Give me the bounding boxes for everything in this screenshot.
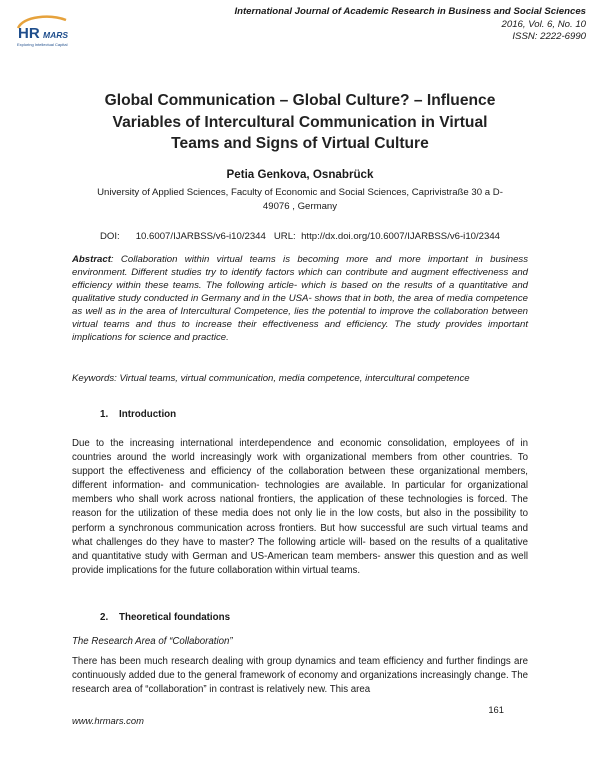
theoretical-foundations-body: There has been much research dealing with group dynamics and team efficiency and further findings are continuously added due to the general framework of economy and organizations increasingly change. The research area of “collaboration” in contrast is relatively new. This area [72, 656, 528, 696]
doi-line [0, 231, 600, 242]
logo-brand-sub: MARS [43, 30, 69, 40]
title-line: Global Communication – Global Culture? – Influence [104, 92, 496, 109]
section-number: 1. [100, 409, 109, 420]
logo-tagline: Exploring Intellectual Capital [17, 42, 68, 47]
section-number: 2. [100, 612, 109, 623]
section-title: Introduction [119, 409, 177, 420]
affiliation [70, 186, 530, 214]
doi-label: DOI: [99, 231, 120, 242]
volume-info: 2016, Vol. 6, No. 10 [501, 18, 586, 30]
journal-name: International Journal of Academic Research in Business and Social Sciences [234, 6, 586, 17]
logo-brand-main: HR [18, 25, 40, 42]
title-line: Variables of Intercultural Communication in Virtual [112, 113, 488, 131]
url-label: URL: [273, 231, 296, 242]
author: Petia Genkova, Osnabrück [226, 168, 374, 181]
keywords: Keywords: Virtual teams, virtual communication, media competence, intercultural competence [72, 373, 470, 384]
article-title [60, 90, 540, 155]
subsection-heading: The Research Area of “Collaboration” [72, 636, 233, 647]
website-link[interactable]: www.hrmars.com [72, 715, 144, 726]
affiliation-line: 49076 , Germany [262, 201, 338, 212]
introduction-body: Due to the increasing international interdependence and economic consolidation, employees of in countries around the world increasingly work with organizational members from other countries. To support the effectiveness and efficiency of the collaboration between these organizational members, different information- and communication- technologies are available. In particular for organizational members who shall work across national frontiers, the application of these technologies is forced. The reason for the utilization of these media does not only lie in the low costs, but also in the possibility to perform a synchronous communication across frontiers. But how successful are such virtual teams and what challenges do they have to master? The following article will- based on the results of a qualitative and quantitative study with German and US-American team members- answer this question and as well provide implications for the future collaboration within virtual teams. [72, 438, 528, 576]
abstract-text: : Collaboration within virtual teams is becoming more and more important in business environment. Different studies try to identify factors which can contribute and augment effectiveness and efficiency within these teams. The following article- which is based on the results of a quantitative and qualitative study conducted in Germany and in the USA- shows that in both, the area of media competence as well as in the area of Intercultural Competence, lies the potential to improve the collaboration between virtual teams and thus to increase their effectiveness and efficiency. The study provides important implications for science and practice. [72, 254, 528, 343]
url-value[interactable]: http://dx.doi.org/10.6007/IJARBSS/v6-i10/2344 [301, 231, 500, 242]
abstract-label: Abstract [72, 254, 111, 265]
journal-header [234, 6, 586, 44]
doi-value[interactable]: 10.6007/IJARBSS/v6-i10/2344 [135, 231, 266, 242]
section-title: Theoretical foundations [119, 612, 231, 623]
section-heading-theoretical-foundations [100, 612, 230, 623]
affiliation-line: University of Applied Sciences, Faculty of Economic and Social Sciences, Caprivistraße 30 a D- [97, 187, 503, 198]
abstract [72, 253, 528, 344]
title-line: Teams and Signs of Virtual Culture [171, 135, 429, 152]
page-number: 161 [488, 704, 504, 715]
section-heading-introduction [100, 409, 176, 420]
issn: ISSN: 2222-6990 [512, 31, 586, 42]
publisher-logo [14, 14, 104, 50]
